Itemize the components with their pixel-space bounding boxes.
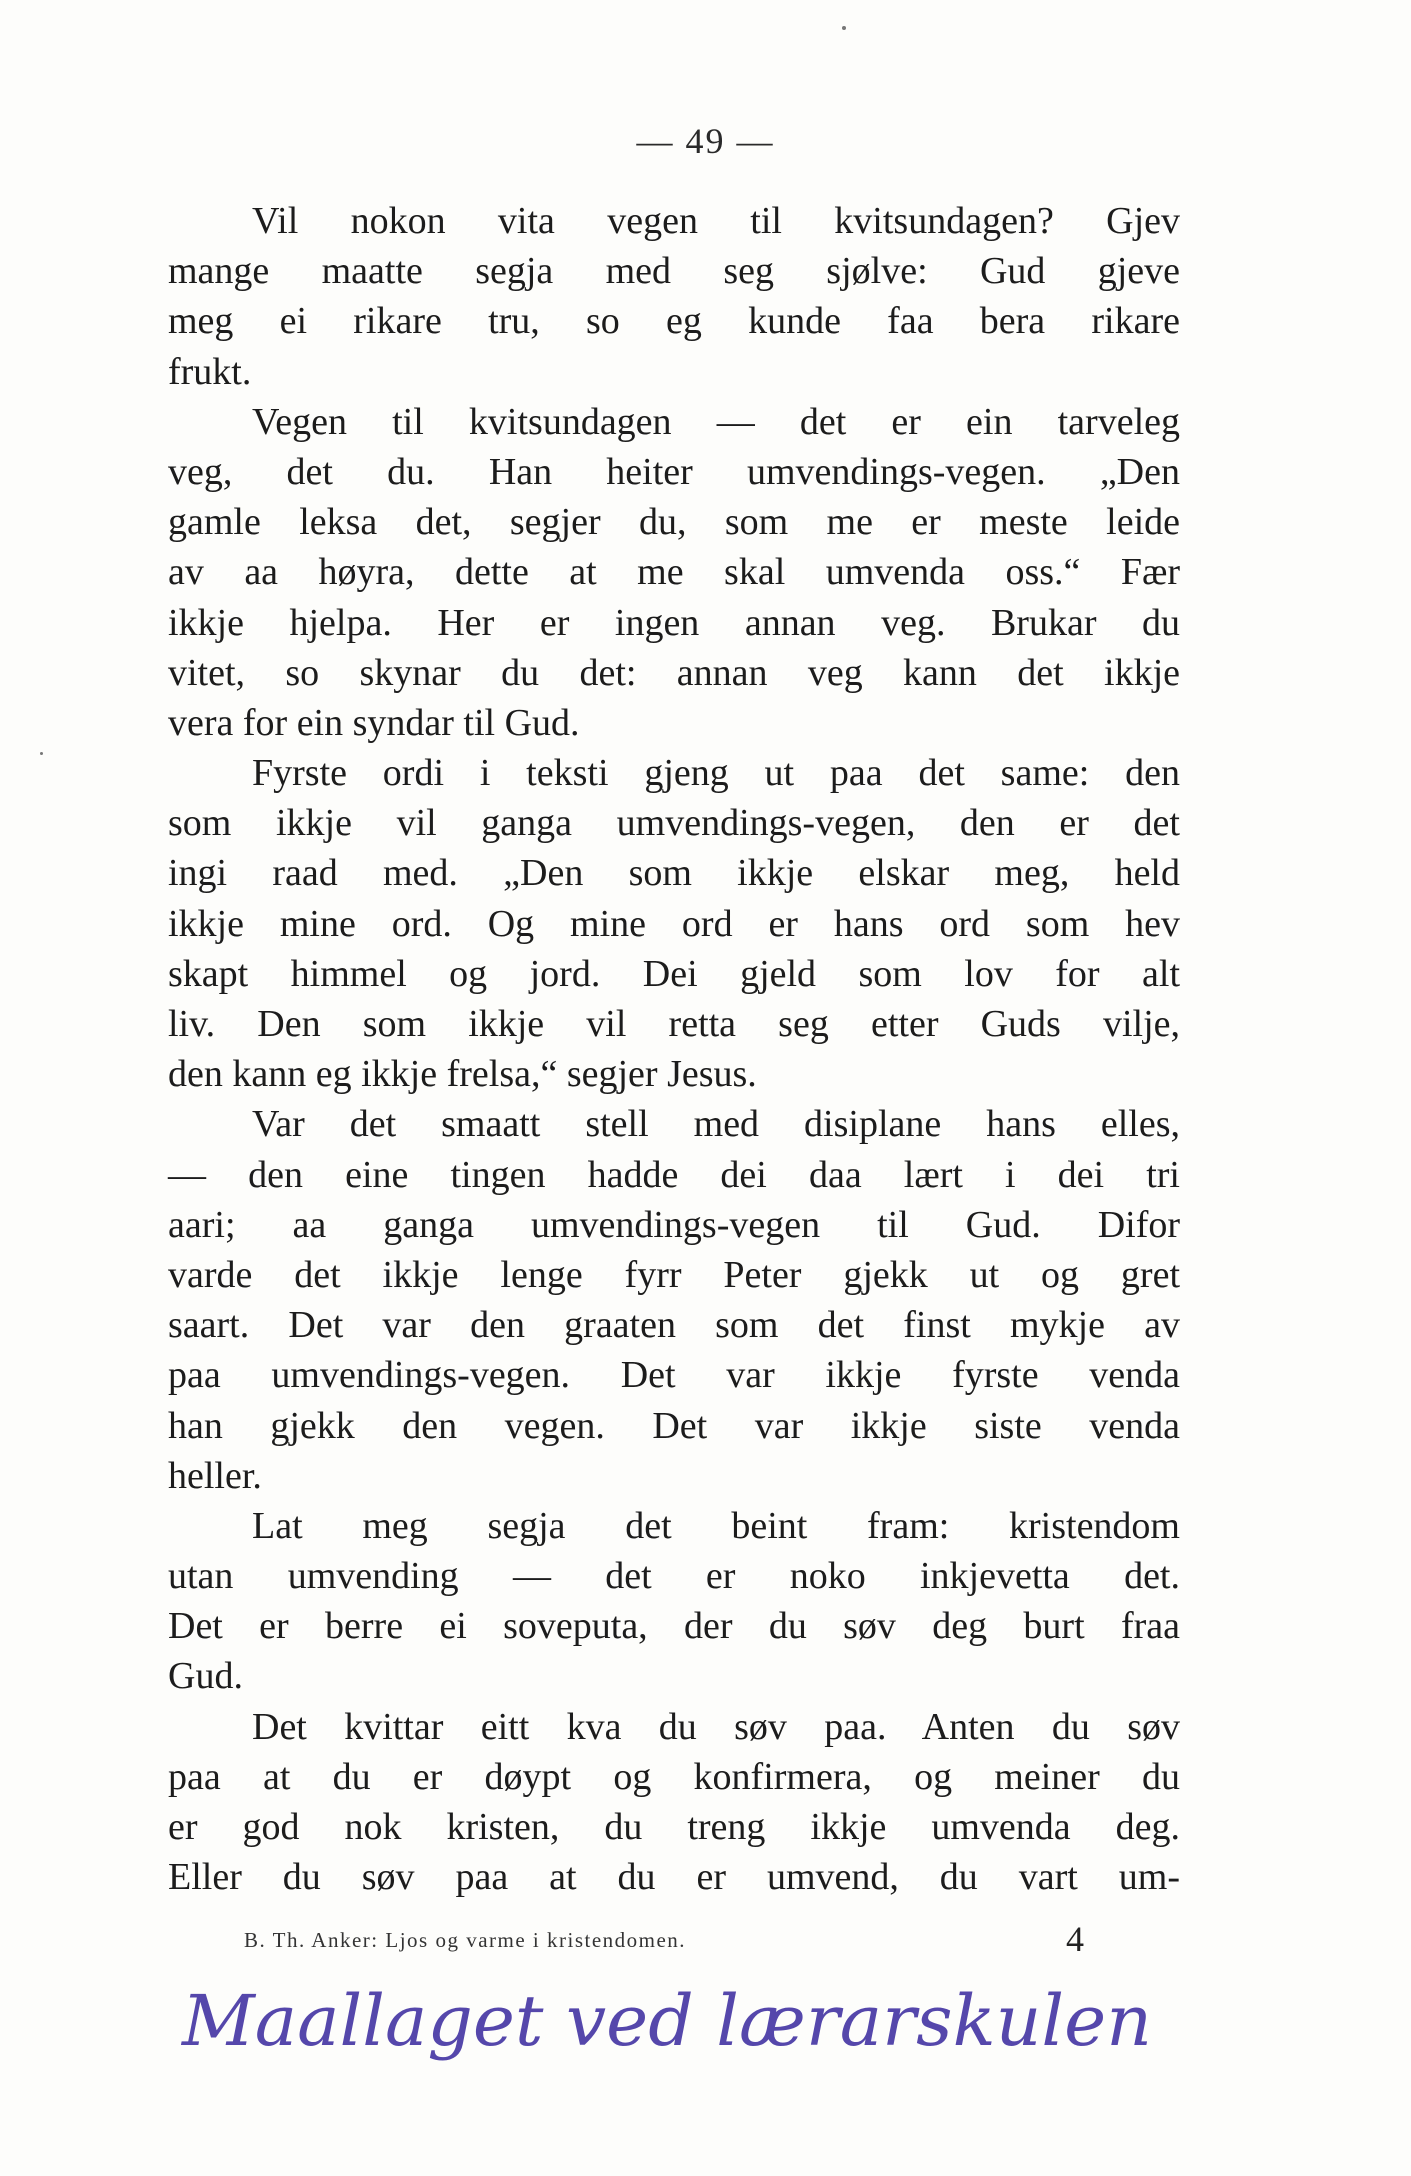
- sheet-number: 4: [1066, 1919, 1084, 1959]
- text-line: Vil nokon vita vegen til kvitsundagen? Gjev: [252, 200, 1180, 242]
- library-stamp: [172, 1950, 1172, 2090]
- running-footer: B. Th. Anker: Ljos og varme i kristendomen.: [244, 1928, 687, 1952]
- text-line: paa umvendings-vegen. Det var ikkje fyrste venda: [168, 1354, 1180, 1397]
- paragraph-4: [168, 1099, 1180, 1501]
- text-line: mange maatte segja med seg sjølve: Gud gjeve: [168, 250, 1180, 293]
- text-line: gamle leksa det, segjer du, som me er meste leide: [168, 501, 1180, 544]
- text-line: Fyrste ordi i teksti gjeng ut paa det same: den: [252, 752, 1180, 795]
- text-line: vitet, so skynar du det: annan veg kann det ikkje: [168, 651, 1180, 694]
- text-line: han gjekk den vegen. Det var ikkje siste venda: [168, 1404, 1180, 1447]
- text-body: [168, 196, 1180, 1902]
- text-line: av aa høyra, dette at me skal umvenda oss.“ Fær: [168, 551, 1180, 594]
- text-line: — den eine tingen hadde dei daa lært i dei tri: [168, 1153, 1180, 1196]
- text-line: Lat meg segja det beint fram: kristendom: [252, 1504, 1180, 1547]
- text-line: aari; aa ganga umvendings-vegen til Gud. Difor: [168, 1203, 1180, 1246]
- text-line: utan umvending — det er noko inkjevetta det.: [168, 1555, 1180, 1598]
- paragraph-1: [168, 196, 1180, 397]
- text-line: liv. Den som ikkje vil retta seg etter Guds vilje,: [168, 1003, 1180, 1045]
- text-line: Vegen til kvitsundagen — det er ein tarveleg: [252, 400, 1180, 443]
- text-line: heller.: [168, 1454, 262, 1497]
- text-line: ikkje hjelpa. Her er ingen annan veg. Brukar du: [168, 601, 1180, 644]
- text-line: som ikkje vil ganga umvendings-vegen, den er det: [168, 802, 1180, 845]
- text-line: Det kvittar eitt kva du søv paa. Anten du søv: [252, 1705, 1180, 1748]
- paragraph-6: [168, 1702, 1180, 1903]
- paragraph-2: [168, 397, 1180, 748]
- text-line: ikkje mine ord. Og mine ord er hans ord som hev: [168, 902, 1180, 945]
- text-line: saart. Det var den graaten som det finst mykje av: [168, 1304, 1180, 1347]
- text-line: den kann eg ikkje frelsa,“ segjer Jesus.: [168, 1053, 757, 1096]
- text-line: Det er berre ei soveputa, der du søv deg burt fraa: [168, 1605, 1180, 1648]
- text-line: Var det smaatt stell med disiplane hans elles,: [252, 1103, 1180, 1146]
- text-line: Gud.: [168, 1655, 243, 1698]
- stamp-text: Maallaget ved lærarskulen: [179, 1980, 1152, 2062]
- text-line: er god nok kristen, du treng ikkje umvenda deg.: [168, 1806, 1180, 1848]
- text-line: varde det ikkje lenge fyrr Peter gjekk ut og gret: [168, 1253, 1180, 1296]
- page-number: — 49 —: [636, 121, 775, 161]
- text-line: ingi raad med. „Den som ikkje elskar meg, held: [168, 852, 1180, 895]
- paragraph-5: [168, 1501, 1180, 1702]
- text-line: frukt.: [168, 350, 252, 393]
- text-line: vera for ein syndar til Gud.: [168, 701, 580, 744]
- paragraph-3: [168, 748, 1180, 1099]
- text-line: skapt himmel og jord. Dei gjeld som lov for alt: [168, 952, 1180, 995]
- paper-speck: [40, 752, 43, 755]
- text-line: meg ei rikare tru, so eg kunde faa bera rikare: [168, 300, 1180, 343]
- paper-speck: [842, 26, 846, 30]
- text-line: veg, det du. Han heiter umvendings-vegen. „Den: [168, 450, 1180, 493]
- text-line: Eller du søv paa at du er umvend, du vart um-: [168, 1856, 1180, 1899]
- text-line: paa at du er døypt og konfirmera, og meiner du: [168, 1755, 1180, 1798]
